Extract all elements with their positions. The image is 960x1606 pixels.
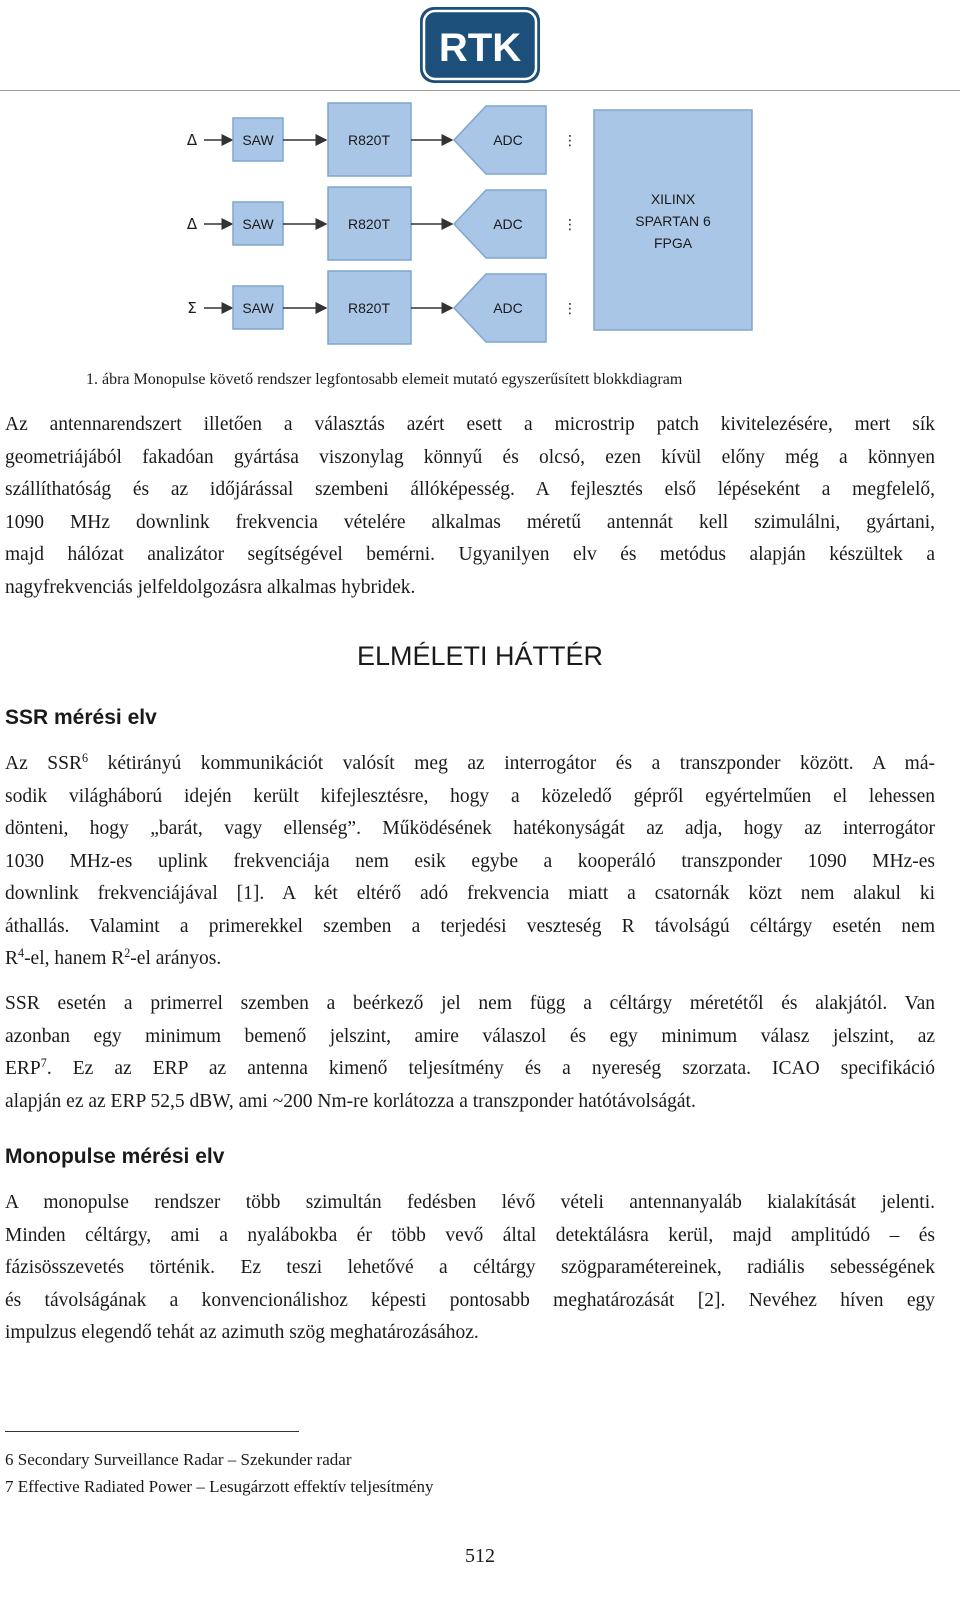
tuner-label-2: R820T: [347, 216, 391, 232]
svg-text:⋮: ⋮: [563, 132, 577, 148]
logo-text: RTK: [438, 26, 522, 70]
saw-label-1: SAW: [242, 132, 274, 148]
section-title: ELMÉLETI HÁTTÉR: [356, 641, 604, 671]
adc-label-2: ADC: [493, 216, 523, 232]
intro-line-4: 1090 MHz downlink frekvencia vételére alkalmas méretű antennát kell szimulálni, gyártani,: [5, 511, 935, 533]
ssr-p1-line-3: dönteni, hogy „barát, vagy ellenség”. Működésének hatékonyságát az adja, hogy az interrogátor: [5, 818, 935, 839]
footnote-6: 6 Secondary Surveillance Radar – Szekunder radar: [5, 1450, 352, 1469]
fpga-line-1: XILINX: [650, 191, 696, 207]
footnote-7: 7 Effective Radiated Power – Lesugárzott effektív teljesítmény: [5, 1477, 434, 1496]
monopulse-heading: Monopulse mérési elv: [5, 1145, 225, 1168]
svg-text:⋮: ⋮: [563, 300, 577, 316]
ssr-p1-line-7: $R^4-el$, hanem $R^2-el$ arányos.: [5, 945, 222, 969]
ssr-p2-line-1: SSR esetén a primerrel szemben a beérkező jel nem függ a céltárgy méretétől és alakjától. Van: [5, 993, 935, 1014]
svg-text:⋮: ⋮: [563, 216, 577, 232]
ssr-p1-line-2: sodik világháború idején került kifejlesztésre, hogy a közeledő gépről egyértelműen el lehessen: [5, 785, 935, 807]
mono-line-4: és távolságának a konvencionálishoz képesti pontosabb meghatározását [2]. Nevéhez híven egy: [5, 1289, 935, 1311]
mono-line-3: fázisösszevetés történik. Ez teszi lehetővé a céltárgy szögparamétereinek, radiális sebességének: [5, 1257, 935, 1278]
intro-line-1: Az antennarendszert illetően a választás azért esett a microstrip patch kivitelezésére, mert sík: [5, 414, 935, 435]
intro-paragraph: [5, 409, 935, 604]
ssr-paragraph-2: [5, 988, 935, 1118]
input-sigma: Σ: [187, 299, 197, 317]
tuner-label-1: R820T: [347, 132, 391, 148]
mono-line-2: Minden céltárgy, ami a nyalábokba ér több vevő által detektálásra kerül, majd amplitúdó – és: [5, 1224, 935, 1246]
intro-line-5: majd hálózat analizátor segítségével bemérni. Ugyanilyen elv és metódus alapján készültek a: [5, 544, 935, 565]
ssr-p1-line-6: áthallás. Valamint a primerekkel szemben a terjedési veszteség R távolságú céltárgy esetén nem: [5, 915, 935, 937]
ssr-heading: SSR mérési elv: [5, 706, 157, 729]
intro-line-3: szállíthatóság és az időjárással szembeni állóképesség. A fejlesztés első lépéseként a megfelelő,: [5, 479, 935, 500]
ssr-p2-line-3: ERP$^7$. Ez az ERP az antenna kimenő teljesítmény és a nyereség szorzata. ICAO specifikáció: [5, 1055, 935, 1079]
tuner-label-3: R820T: [347, 300, 391, 316]
intro-line-2: geometriájából fakadóan gyártása viszonylag könnyű és olcsó, ezen kívül előny még a könnyen: [5, 446, 935, 468]
ssr-p2-line-2: azonban egy minimum bemenő jelszint, amire válaszol és egy minimum válasz jelszint, az: [5, 1025, 935, 1047]
fpga-line-3: FPGA: [653, 235, 693, 251]
channel-row-3: [187, 271, 577, 344]
rtk-logo: [419, 6, 541, 84]
header-divider: [0, 90, 960, 91]
page-number: 512: [465, 1545, 495, 1567]
block-diagram: [180, 98, 780, 360]
figure-caption: 1. ábra Monopulse követő rendszer legfontosabb elemeit mutató egyszerűsített blokkdiagram: [86, 371, 683, 388]
mono-line-5: impulzus elegendő tehát az azimuth szög meghatározásához.: [5, 1322, 479, 1343]
adc-label-1: ADC: [493, 132, 523, 148]
input-delta-2: Δ: [186, 215, 198, 233]
channel-row-1: [187, 103, 577, 176]
intro-line-6: nagyfrekvenciás jelfeldolgozásra alkalmas hybridek.: [5, 576, 416, 598]
adc-label-3: ADC: [493, 300, 523, 316]
saw-label-3: SAW: [242, 300, 274, 316]
mono-line-1: A monopulse rendszer több szimultán fedésben lévő vételi antennanyaláb kialakítását jelenti.: [5, 1192, 935, 1213]
input-delta-1: Δ: [186, 131, 198, 149]
ssr-p1-line-5: downlink frekvenciájával [1]. A két eltérő adó frekvencia miatt a csatornák közt nem alakul ki: [5, 883, 935, 904]
channel-row-2: [187, 187, 577, 260]
ssr-p1-line-4: 1030 MHz-es uplink frekvenciája nem esik egybe a kooperáló transzponder 1090 MHz-es: [5, 850, 935, 872]
ssr-p2-line-4: alapján ez az ERP 52,5 dBW, ami ~200 Nm-re korlátozza a transzponder hatótávolságát.: [5, 1090, 696, 1112]
footnote-divider: [5, 1431, 299, 1432]
ssr-p1-line-1: Az SSR$^6$ kétirányú kommunikációt valósít meg az interrogátor és a transzponder között. A má-: [5, 750, 935, 774]
fpga-line-2: SPARTAN 6: [635, 213, 711, 229]
ssr-paragraph-1: [5, 748, 935, 976]
monopulse-paragraph: [5, 1187, 935, 1350]
saw-label-2: SAW: [242, 216, 274, 232]
